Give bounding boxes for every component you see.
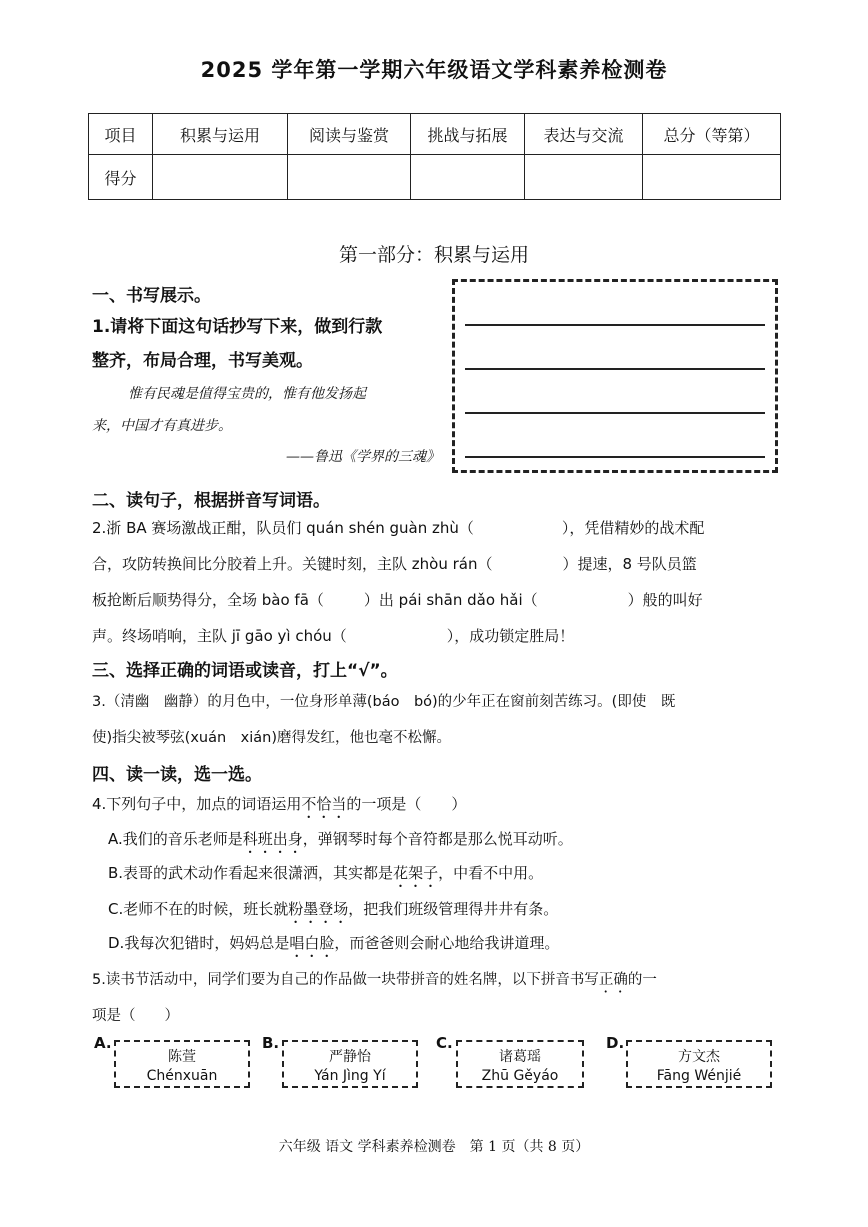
score-header-cell: 项目 — [89, 114, 153, 155]
emphasis-text: 不恰当 — [301, 795, 347, 813]
page-footer: 六年级 语文 学科素养检测卷 第 1 页（共 8 页） — [278, 1139, 590, 1155]
question-text: 5.读书节活动中，同学们要为自己的作品做一块带拼音的姓名牌，以下拼音书写 — [92, 972, 599, 988]
name-card-b[interactable] — [282, 1040, 418, 1088]
card-letter: A. — [94, 1034, 112, 1052]
score-cell[interactable] — [288, 155, 411, 200]
option-text: ，把我们班级管理得井井有条。 — [348, 900, 559, 918]
score-header-cell: 积累与运用 — [153, 114, 288, 155]
score-header-cell: 表达与交流 — [525, 114, 643, 155]
card-letter: D. — [606, 1034, 625, 1052]
option-a[interactable] — [108, 822, 788, 857]
quote-author: ——鲁迅《学界的三魂》 — [286, 449, 440, 465]
card-name: 诸葛瑶 — [499, 1049, 541, 1065]
option-text: ，弹钢琴时每个音符都是那么悦耳动听。 — [302, 830, 573, 848]
question-text: 使)指尖被琴弦(xuán xián)磨得发红，他也毫不松懈。 — [92, 730, 452, 746]
option-c[interactable] — [108, 892, 788, 927]
score-table — [88, 113, 781, 200]
card-name: 严静怡 — [329, 1049, 371, 1065]
question-text: 合，攻防转换间比分胶着上升。关键时刻，主队 zhòu rán（ — [92, 555, 493, 573]
section-heading: 一、书写展示。 — [92, 286, 211, 306]
option-text: C.老师不在的时候，班长就 — [108, 900, 289, 918]
emphasis-text: 唱白脸 — [289, 934, 335, 952]
name-card-d[interactable] — [626, 1040, 772, 1088]
question-text: 整齐，布局合理，书写美观。 — [92, 351, 313, 371]
card-name: 方文杰 — [678, 1049, 720, 1065]
writing-line — [465, 412, 765, 414]
question-text: ）出 pái shān dǎo hǎi（ — [363, 591, 538, 609]
question-text: 声。终场哨响，主队 jī gāo yì chóu（ — [92, 627, 347, 645]
score-cell[interactable] — [153, 155, 288, 200]
question-text: 板抢断后顺势得分，全场 bào fā（ — [92, 591, 324, 609]
writing-line — [465, 324, 765, 326]
card-pinyin: Chénxuān — [146, 1068, 218, 1084]
section-heading: 二、读句子，根据拼音写词语。 — [92, 491, 330, 511]
writing-line — [465, 368, 765, 370]
question-text: ）提速，8 号队员篮 — [562, 555, 697, 573]
question-3 — [92, 684, 782, 756]
question-text: 项是（ ） — [92, 1008, 179, 1024]
score-header-cell: 总分（等第） — [643, 114, 781, 155]
card-pinyin: Zhū Gěyáo — [481, 1068, 559, 1084]
question-1 — [92, 310, 442, 378]
question-5 — [92, 962, 782, 1034]
question-text: ），凭借精妙的战术配 — [561, 519, 705, 537]
question-4 — [92, 786, 782, 822]
card-pinyin: Yán Jìng Yí — [314, 1068, 386, 1084]
option-text: ，中看不中用。 — [438, 864, 544, 882]
score-table-header-row — [89, 114, 781, 155]
option-text: B.表哥的武术动作看起来很潇洒，其实都是 — [108, 864, 394, 882]
option-text: D.我每次犯错时，妈妈总是 — [108, 934, 290, 952]
emphasis-text: 科班出身 — [242, 830, 303, 848]
score-header-cell: 挑战与拓展 — [411, 114, 525, 155]
question-text: 3.（清幽 幽静）的月色中，一位身形单薄(báo bó)的少年正在窗前刻苦练习。(即使 既 — [92, 694, 676, 710]
quote-text: 来，中国才有真进步。 — [92, 418, 232, 434]
section-heading: 四、读一读，选一选。 — [92, 765, 262, 785]
name-card-c[interactable] — [456, 1040, 584, 1088]
option-text: A.我们的音乐老师是 — [108, 830, 243, 848]
score-cell[interactable] — [411, 155, 525, 200]
emphasis-text: 粉墨登场 — [288, 900, 349, 918]
question-text: 的一 — [627, 972, 657, 988]
quote — [92, 378, 442, 442]
question-text: 1.请将下面这句话抄写下来，做到行款 — [92, 317, 383, 337]
score-cell[interactable] — [643, 155, 781, 200]
writing-line — [465, 456, 765, 458]
writing-box[interactable] — [452, 279, 778, 473]
card-letter: C. — [436, 1034, 453, 1052]
question-text: ），成功锁定胜局！ — [446, 627, 575, 645]
option-text: ，而爸爸则会耐心地给我讲道理。 — [334, 934, 560, 952]
card-pinyin: Fāng Wénjié — [656, 1068, 742, 1084]
score-header-cell: 阅读与鉴赏 — [288, 114, 411, 155]
part-title: 第一部分：积累与运用 — [338, 244, 529, 266]
name-card-a[interactable] — [114, 1040, 250, 1088]
option-b[interactable] — [108, 856, 788, 891]
score-table-row — [89, 155, 781, 200]
score-row-label: 得分 — [89, 155, 153, 200]
question-text: 4.下列句子中，加点的词语运用 — [92, 795, 302, 813]
question-text: 2.浙 BA 赛场激战正酣，队员们 quán shén guàn zhù（ — [92, 519, 474, 537]
quote-text: 惟有民魂是值得宝贵的，惟有他发扬起 — [128, 386, 366, 402]
card-name: 陈萱 — [168, 1049, 196, 1065]
card-letter: B. — [262, 1034, 280, 1052]
option-d[interactable] — [108, 926, 788, 961]
score-cell[interactable] — [525, 155, 643, 200]
section-heading: 三、选择正确的词语或读音，打上“√”。 — [92, 661, 398, 681]
question-2 — [92, 510, 782, 654]
emphasis-text: 花架子 — [393, 864, 439, 882]
emphasis-text: 正确 — [598, 972, 628, 988]
question-text: 的一项是（ ） — [346, 795, 467, 813]
question-text: ）般的叫好 — [627, 591, 703, 609]
exam-title: 2025 学年第一学期六年级语文学科素养检测卷 — [200, 58, 668, 82]
